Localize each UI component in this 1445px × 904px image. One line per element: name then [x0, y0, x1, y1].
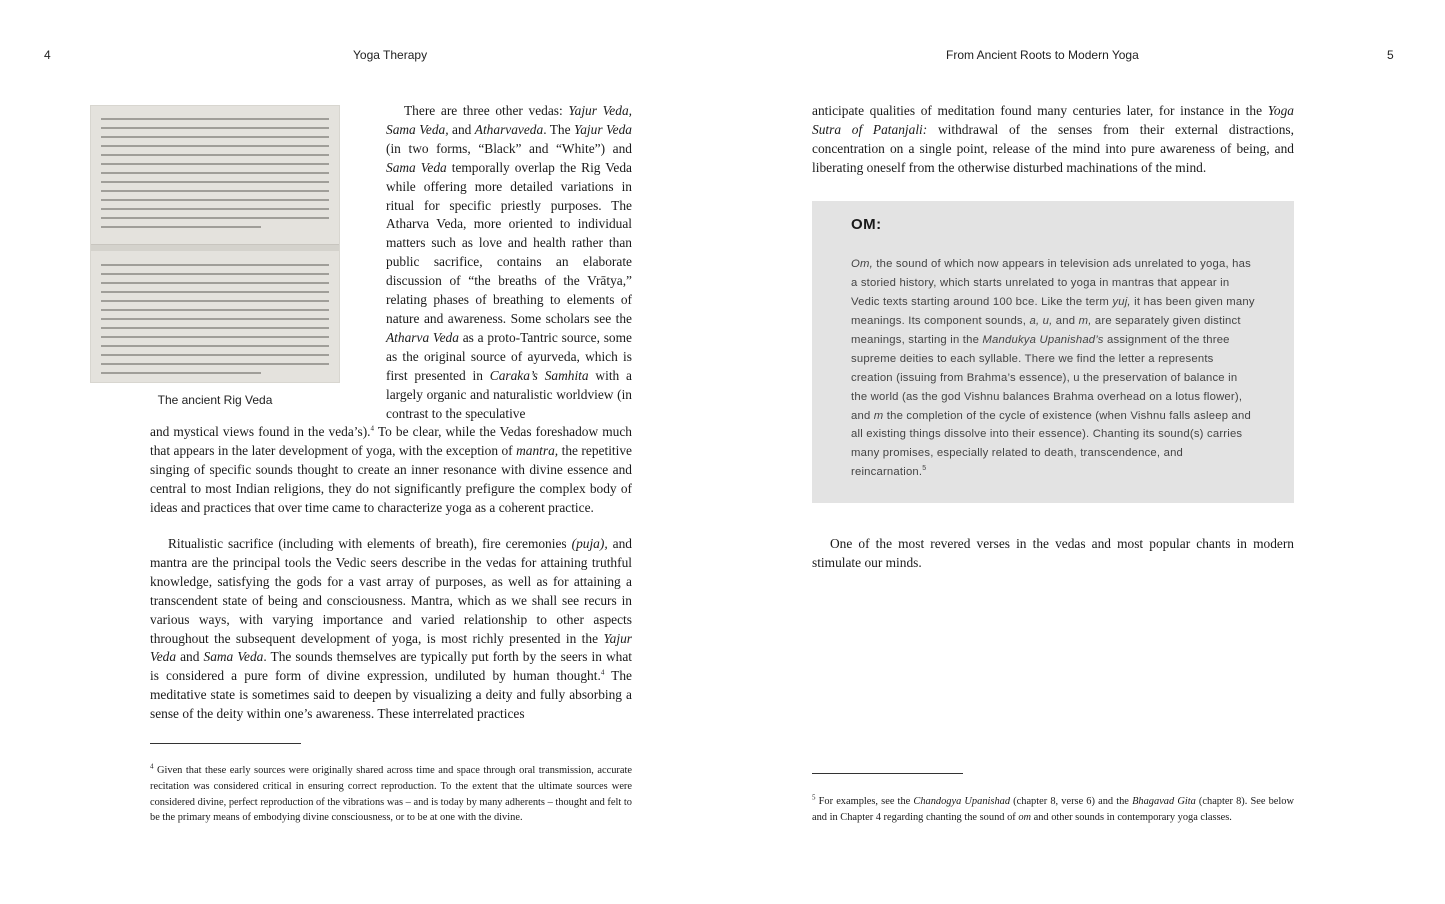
text-run: Yoga Sutra of Patanjali:: [812, 103, 1294, 137]
text-run: To be clear, while the Vedas foreshadow much that appears in the later development of yoga, with the exception of: [150, 424, 632, 458]
paragraph-text: [386, 102, 632, 423]
om-sidebar-box: [812, 201, 1294, 503]
text-run: and: [1052, 315, 1079, 328]
text-run: One of the most revered verses in the vedas and most popular chants in modern stimulate our minds.: [812, 536, 1294, 570]
text-run: and: [448, 121, 475, 137]
manuscript-upper-text: [101, 118, 329, 235]
sidebar-title: OM:: [851, 216, 882, 233]
text-run: Given that these early sources were originally shared across time and space through oral transmission, accurate recitation was considered critical in ensuring correct reproduction. To the extent that the ultimate sources were considered divine, perfect reproduction of the vibrations was – and is today by many adherents – thought and felt to be the primary means of embodying divine consciousness, or to be at one with the divine.: [150, 765, 632, 824]
text-run: Yajur Veda,: [568, 103, 632, 118]
text-run: the repetitive singing of specific sounds thought to create an inner resonance with divine essence and central to most Indian religions, they do not significantly prefigure the complex body of ideas and practices that over time came to characterize yoga as a coherent practice.: [150, 442, 632, 515]
paragraph-text: [812, 102, 1294, 178]
footnote-4: [150, 753, 632, 836]
text-run: Yajur Veda: [574, 121, 633, 137]
text-run: Atharvaveda: [474, 121, 544, 137]
text-run: . The: [543, 121, 574, 137]
figure-caption: The ancient Rig Veda: [157, 393, 273, 407]
right-para1: [812, 102, 1294, 178]
text-run: Caraka’s Samhita: [489, 367, 589, 383]
footnote-marker: 4: [370, 424, 375, 433]
text-run: mantra,: [516, 442, 559, 458]
paragraph-text: [851, 255, 1255, 482]
manuscript-page-divider: [91, 244, 339, 251]
paragraph-text: [150, 535, 632, 724]
left-para2: [150, 535, 632, 724]
text-run: and mantra are the principal tools the Vedic seers describe in the vedas for attaining truthful knowledge, satisfying the gods for a vast array of purposes, as well as for attaining a transcendent state of being and consciousness. Mantra, which as we shall see recurs in various ways, with varying importance and varied relationship to other aspects throughout the subsequent development of yoga, is most richly presented in the: [150, 536, 632, 646]
footnote-marker: 4: [150, 762, 154, 771]
text-run: it has been given many meanings. Its component sounds,: [851, 296, 1255, 328]
text-run: and other sounds in contemporary yoga classes.: [1031, 811, 1232, 823]
manuscript-lower-text: [101, 264, 329, 381]
text-run: Sama Veda,: [386, 121, 449, 137]
text-run: anticipate qualities of meditation found many centuries later, for instance in the: [812, 103, 1268, 118]
text-run: (chapter 8, verse 6) and the: [1010, 796, 1133, 808]
text-run: The meditative state is sometimes said to deepen by visualizing a deity and fully absorbing a sense of the deity within one’s awareness. These interrelated practices: [150, 668, 632, 722]
text-run: and: [176, 649, 204, 665]
text-run: temporally overlap the Rig Veda while offering more detailed variations in ritual for specific priestly purposes. The Atharva Veda, more oriented to individual matters such as love and health rather than public sacrifice, contains an elaborate discussion of “the breaths of the Vrātya,” relating phases of breathing to elements of nature and awareness. Some scholars see the: [386, 159, 632, 326]
text-run: yuj,: [1112, 296, 1131, 309]
footnote-5: [812, 784, 1294, 836]
rig-veda-manuscript-image: [90, 105, 340, 383]
text-run: (in two forms, “Black” and “White”) and: [386, 140, 632, 156]
text-run: Sama Veda: [203, 649, 264, 665]
text-run: For examples, see the: [815, 796, 914, 808]
text-run: Om,: [851, 258, 873, 271]
text-run: om: [1018, 811, 1032, 823]
footnote-rule-left: [150, 743, 301, 744]
text-run: m,: [1078, 315, 1092, 328]
text-run: Chandogya Upanishad: [913, 796, 1011, 808]
text-run: as a proto-Tantric source, some as the original source of ayurveda, which is first presented in: [386, 329, 632, 383]
text-run: . The sounds themselves are typically put forth by the seers in what is considered a pure form of divine expression, undiluted by human thought.: [150, 649, 633, 684]
text-run: the sound of which now appears in television ads unrelated to yoga, has a storied history, which starts unrelated to yoga in mantras that appear in Vedic texts starting around 100 bce. Like the term: [851, 258, 1251, 309]
text-run: the completion of the cycle of existence (when Vishnu falls asleep and all existing things dissolve into their essence). Chanting its sound(s) carries many promises, especially related to death, transcendence, and reincarnation.: [851, 409, 1251, 479]
text-run: m: [873, 409, 884, 422]
text-run: Mandukya Upanishad’s: [982, 333, 1104, 346]
text-run: Yajur Veda: [150, 630, 632, 665]
sidebar-body: [851, 244, 1255, 493]
text-run: are separately given distinct meanings, starting in the: [851, 315, 1241, 346]
footnote-marker: 5: [812, 793, 816, 802]
paragraph-text: [812, 794, 1294, 825]
right-para2: [812, 535, 1294, 573]
text-run: with a largely organic and naturalistic worldview (in contrast to the speculative: [386, 367, 633, 421]
page-number-left: 4: [44, 48, 51, 62]
paragraph-text: [150, 763, 632, 825]
page-number-right: 5: [1387, 48, 1394, 62]
left-para1-wrapped: [386, 102, 632, 423]
text-run: There are three other vedas:: [404, 103, 569, 118]
footnote-rule-right: [812, 773, 963, 774]
text-run: Sama Veda: [386, 159, 447, 175]
text-run: withdrawal of the senses from their external distractions, concentration on a single point, release of the mind into pure awareness of being, and liberating oneself from the otherwise disturbed machinations of the mind.: [812, 121, 1294, 175]
footnote-marker: 4: [600, 668, 605, 677]
text-run: (puja),: [571, 536, 608, 551]
running-head-left: Yoga Therapy: [353, 48, 428, 62]
left-para1-continued: [150, 423, 632, 518]
paragraph-text: [812, 535, 1294, 573]
text-run: (chapter 8). See below and in Chapter 4 regarding chanting the sound of: [812, 796, 1294, 823]
text-run: a, u,: [1029, 315, 1053, 328]
text-run: and mystical views found in the veda’s).: [150, 424, 371, 439]
text-run: Atharva Veda: [386, 329, 459, 345]
text-run: Bhagavad Gita: [1132, 796, 1196, 808]
paragraph-text: [150, 423, 632, 518]
text-run: Ritualistic sacrifice (including with elements of breath), fire ceremonies: [168, 536, 572, 551]
text-run: assignment of the three supreme deities to each syllable. There we find the letter a represents creation (issuing from Brahma’s essence), u the preservation of balance in the world (as the god Vishnu balances Brahma overhead on a lotus flower), and: [851, 333, 1243, 422]
running-head-right: From Ancient Roots to Modern Yoga: [946, 48, 1139, 62]
footnote-marker: 5: [922, 465, 927, 473]
